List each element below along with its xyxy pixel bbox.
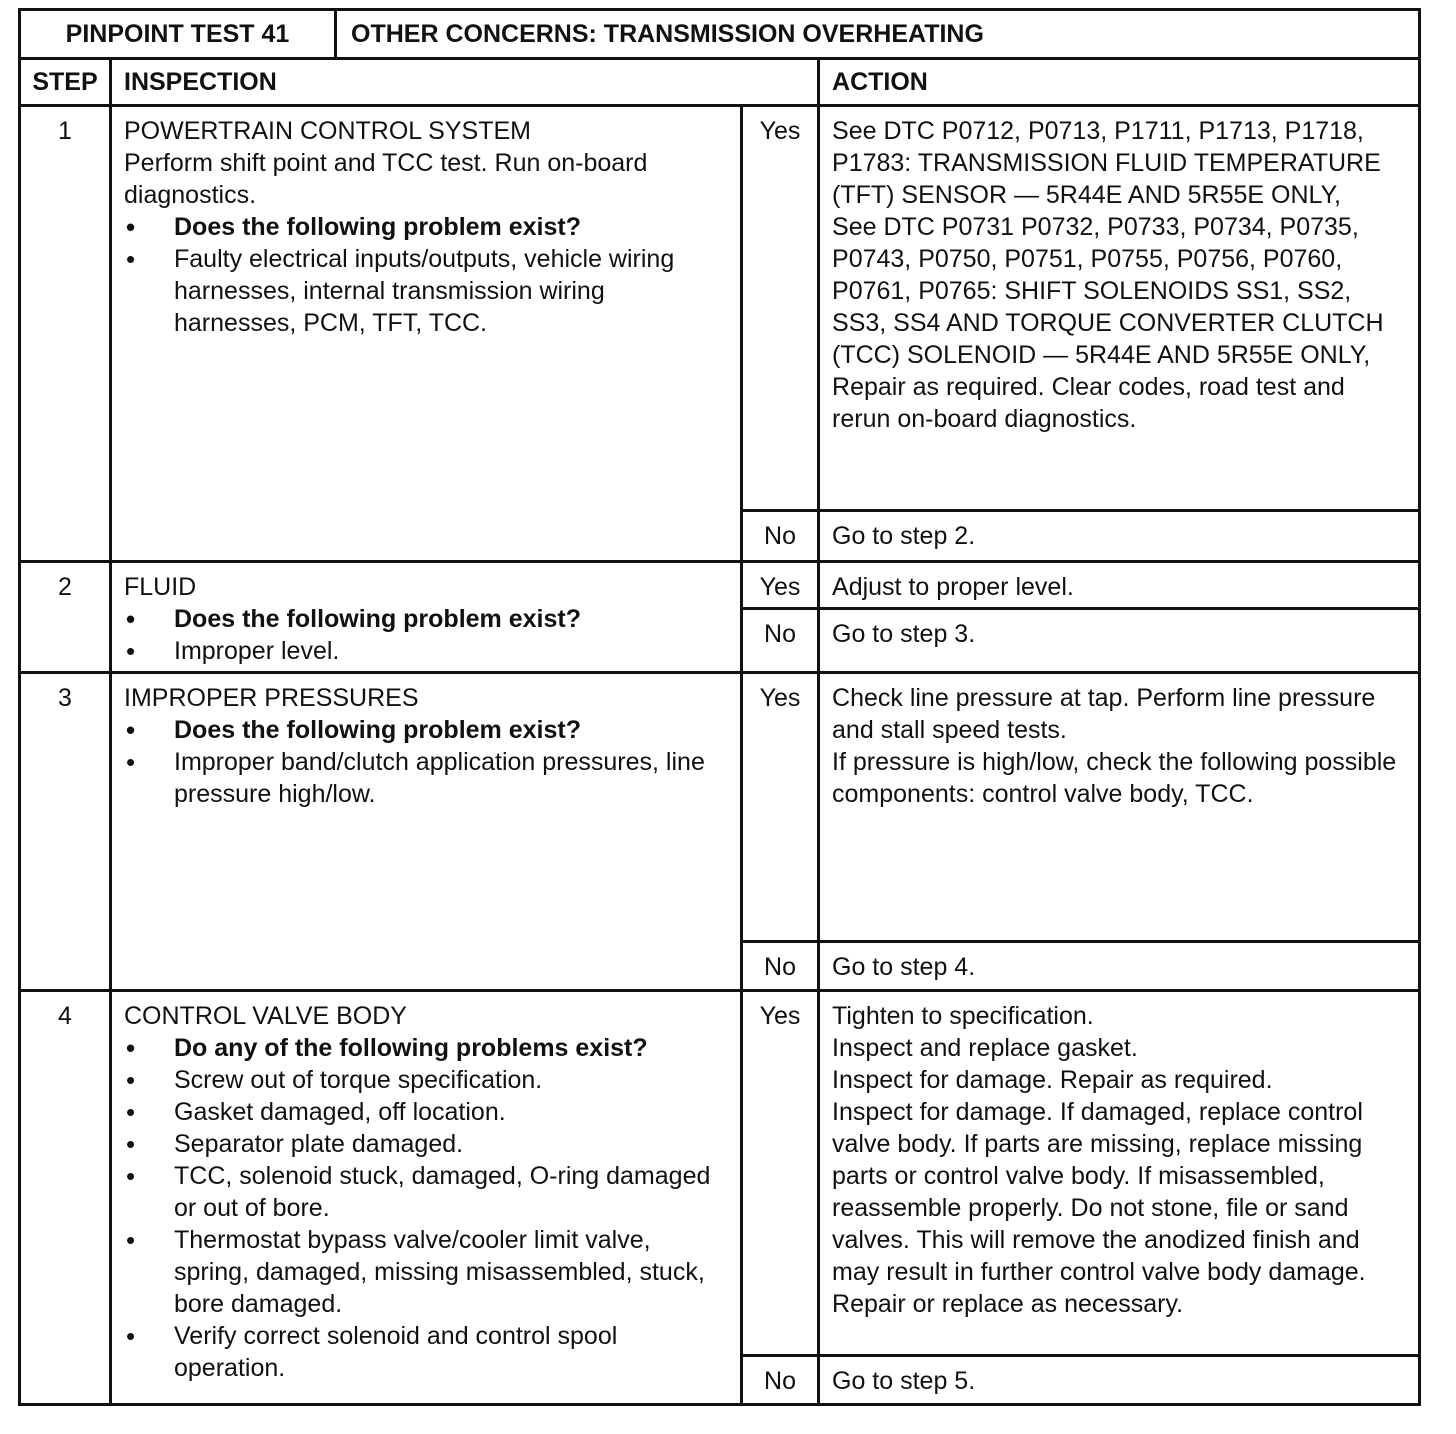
action-line: See DTC P0712, P0713, P1711, P1713, P1718, P1783: TRANSMISSION FLUID TEMPERATURE (TFT) SENSOR — 5R44E AND 5R55E ONLY, [832,117,1381,209]
yes-label: Yes [742,106,819,511]
step-title: POWERTRAIN CONTROL SYSTEM [124,117,531,145]
inspection-question: • Does the following problem exist? [124,211,732,243]
step-3-yes-action [819,673,1420,942]
step-2-yes-row [20,562,1420,609]
list-item: • Separator plate damaged. [124,1128,732,1160]
inspection-question: • Do any of the following problems exist? [124,1032,732,1064]
no-action: Go to step 3. [819,609,1420,673]
action-line: See DTC P0731 P0732, P0733, P0734, P0735, P0743, P0750, P0751, P0755, P0756, P0760, P0761, P0765: SHIFT SOLENOIDS SS1, SS2, SS3, SS4 AND TORQUE CONVERTER CLUTCH (TCC) SOLENOID — 5R44E AND 5R55E ONLY, [832,213,1384,369]
step-4-yes-row [20,991,1420,1356]
inspection-question: • Does the following problem exist? [124,714,732,746]
action-line: If pressure is high/low, check the following possible components: control valve body, TCC. [832,748,1397,808]
step-2-inspection [111,562,742,673]
inspection-list [124,714,732,810]
action-line: Tighten to specification. [832,1002,1094,1030]
step-title: FLUID [124,573,197,601]
step-number: 4 [20,991,111,1405]
list-item: • Faulty electrical inputs/outputs, vehicle wiring harnesses, internal transmission wiring harnesses, PCM, TFT, TCC. [124,243,732,339]
yes-action: Adjust to proper level. [819,562,1420,609]
no-label: No [742,942,819,991]
no-action: Go to step 5. [819,1356,1420,1405]
list-item: • Improper level. [124,635,732,667]
action-column-header: ACTION [819,59,1420,106]
no-label: No [742,609,819,673]
list-item: • Gasket damaged, off location. [124,1096,732,1128]
step-4-inspection [111,991,742,1405]
inspection-list [124,1032,732,1384]
yes-label: Yes [742,562,819,609]
step-title: IMPROPER PRESSURES [124,684,419,712]
list-item: • TCC, solenoid stuck, damaged, O-ring damaged or out of bore. [124,1160,732,1224]
inspection-column-header: INSPECTION [111,59,819,106]
step-number: 3 [20,673,111,991]
list-item: • Improper band/clutch application pressures, line pressure high/low. [124,746,732,810]
no-action: Go to step 4. [819,942,1420,991]
no-action: Go to step 2. [819,511,1420,562]
pinpoint-test-table [18,8,1421,1406]
action-line: Inspect for damage. If damaged, replace control valve body. If parts are missing, replace missing parts or control valve body. If misassembled, reassemble properly. Do not stone, file or sand valves. This will remove the anodized finish and may result in further control valve body damage. [832,1098,1366,1286]
step-number: 1 [20,106,111,562]
action-line: Repair or replace as necessary. [832,1290,1184,1318]
list-item: • Screw out of torque specification. [124,1064,732,1096]
step-1-yes-action [819,106,1420,511]
yes-label: Yes [742,673,819,942]
step-3-inspection [111,673,742,991]
step-4-yes-action [819,991,1420,1356]
action-line: Inspect and replace gasket. [832,1034,1138,1062]
list-item: • Thermostat bypass valve/cooler limit valve, spring, damaged, missing misassembled, stuck, bore damaged. [124,1224,732,1320]
inspection-list [124,603,732,667]
step-title: CONTROL VALVE BODY [124,1002,407,1030]
action-line: Repair as required. Clear codes, road test and rerun on-board diagnostics. [832,373,1345,433]
pinpoint-test-sheet [18,8,1418,1406]
inspection-question: • Does the following problem exist? [124,603,732,635]
test-header-row [20,10,1420,59]
step-intro: Perform shift point and TCC test. Run on-board diagnostics. [124,149,648,209]
yes-label: Yes [742,991,819,1356]
step-number: 2 [20,562,111,673]
inspection-list [124,211,732,339]
action-line: Inspect for damage. Repair as required. [832,1066,1273,1094]
column-header-row [20,59,1420,106]
action-line: Check line pressure at tap. Perform line pressure and stall speed tests. [832,684,1376,744]
step-1-inspection [111,106,742,562]
step-column-header: STEP [20,59,111,106]
test-label: PINPOINT TEST 41 [20,10,336,59]
no-label: No [742,1356,819,1405]
step-3-yes-row [20,673,1420,942]
step-1-yes-row [20,106,1420,511]
no-label: No [742,511,819,562]
concern-title: OTHER CONCERNS: TRANSMISSION OVERHEATING [336,10,1420,59]
list-item: • Verify correct solenoid and control spool operation. [124,1320,732,1384]
